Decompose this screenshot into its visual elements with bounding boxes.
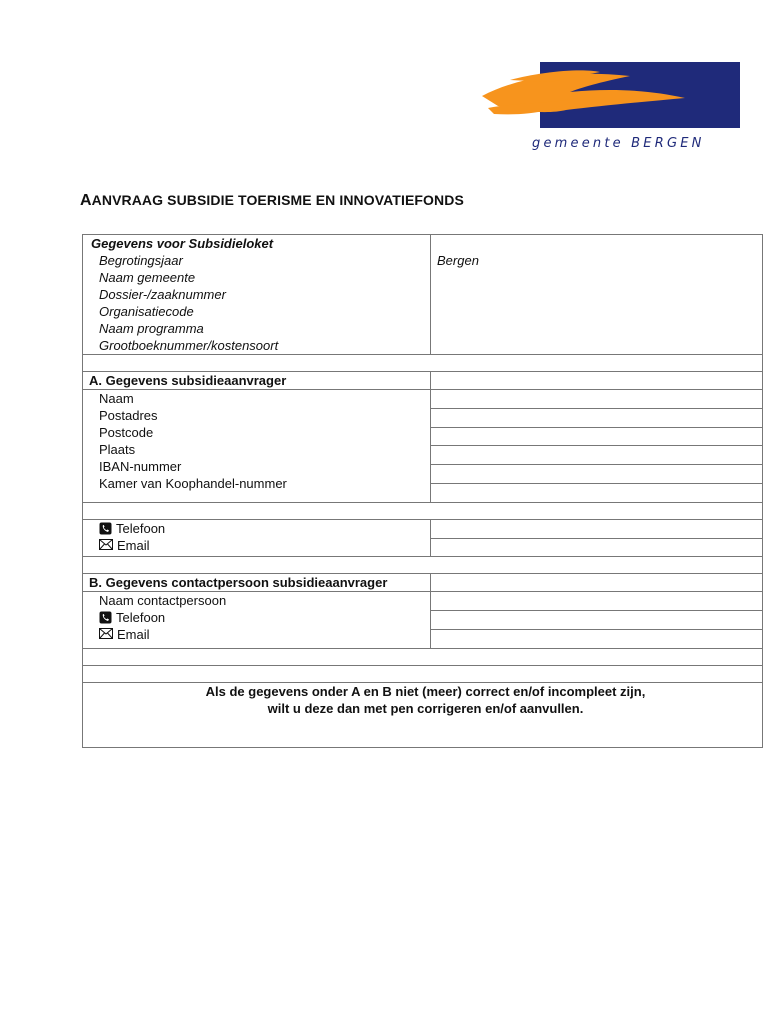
instruction-note-row	[83, 682, 763, 747]
gemeente-bergen-logo	[480, 58, 742, 158]
label-naam-contactpersoon: Naam contactpersoon	[99, 593, 227, 609]
spacer-row	[83, 648, 763, 665]
field-telefoon-a[interactable]	[431, 520, 762, 539]
field-telefoon-b[interactable]	[431, 611, 762, 630]
subsidieloket-values-cell[interactable]	[431, 235, 763, 355]
label-email-a: Email	[89, 537, 430, 554]
envelope-icon	[99, 628, 113, 639]
label-kvk-nummer: Kamer van Koophandel-nummer	[99, 476, 287, 491]
section-b-heading-value	[431, 574, 763, 592]
instruction-note	[83, 682, 763, 747]
naam-gemeente-value: Bergen	[437, 253, 479, 268]
section-a-labels-cell	[83, 390, 431, 503]
application-form-table	[82, 234, 763, 748]
label-postcode: Postcode	[99, 425, 154, 440]
field-kvk-nummer[interactable]	[431, 484, 762, 502]
subsidieloket-section	[83, 235, 763, 355]
label-email-b: Email	[89, 626, 430, 643]
section-b-header-row	[83, 574, 763, 592]
envelope-icon	[99, 539, 113, 550]
section-b-fields-row	[83, 592, 763, 648]
phone-icon	[99, 611, 112, 624]
label-telefoon-a: Telefoon	[89, 520, 430, 537]
label-organisatiecode: Organisatiecode	[99, 304, 194, 319]
label-begrotingsjaar: Begrotingsjaar	[99, 253, 183, 268]
section-a-contact-values[interactable]	[431, 519, 763, 557]
spacer-row	[83, 355, 763, 372]
section-b-heading: B. Gegevens contactpersoon subsidieaanvrager	[83, 574, 431, 592]
field-plaats[interactable]	[431, 446, 762, 465]
section-a-contact-labels	[83, 519, 431, 557]
subsidieloket-heading: Gegevens voor Subsidieloket	[91, 236, 274, 251]
label-dossiernummer: Dossier-/zaaknummer	[99, 287, 226, 302]
section-b-labels-cell	[83, 592, 431, 648]
label-naam: Naam	[99, 391, 134, 406]
logo-graphic	[480, 58, 742, 138]
label-plaats: Plaats	[99, 442, 136, 457]
label-telefoon-b: Telefoon	[89, 609, 430, 626]
instruction-note-line-1: Als de gegevens onder A en B niet (meer) correct en/of incompleet zijn,	[205, 683, 646, 699]
field-postcode[interactable]	[431, 428, 762, 447]
section-a-contact-row	[83, 519, 763, 557]
field-naam[interactable]	[431, 390, 762, 409]
field-email-b[interactable]	[431, 630, 762, 648]
section-a-fields-row	[83, 390, 763, 503]
section-a-header-row	[83, 372, 763, 390]
spacer-row	[83, 502, 763, 519]
subsidieloket-labels-cell	[83, 235, 431, 355]
logo-text: gemeente BERGEN	[532, 136, 705, 151]
page-title: AANVRAAG SUBSIDIE TOERISME EN INNOVATIEFONDS	[80, 192, 464, 209]
spacer-row	[83, 665, 763, 682]
field-postadres[interactable]	[431, 409, 762, 428]
spacer-row	[83, 557, 763, 574]
section-a-values-cell[interactable]	[431, 390, 763, 503]
label-naam-gemeente: Naam gemeente	[99, 270, 196, 285]
phone-icon	[99, 522, 112, 535]
field-email-a[interactable]	[431, 539, 762, 557]
label-naam-programma: Naam programma	[99, 321, 204, 336]
instruction-note-line-2: wilt u deze dan met pen corrigeren en/of aanvullen.	[267, 700, 584, 716]
label-grootboeknummer: Grootboeknummer/kostensoort	[99, 338, 279, 353]
field-naam-contactpersoon[interactable]	[431, 592, 762, 611]
section-a-heading: A. Gegevens subsidieaanvrager	[83, 372, 431, 390]
section-a-heading-value	[431, 372, 763, 390]
label-iban: IBAN-nummer	[99, 459, 182, 474]
label-postadres: Postadres	[99, 408, 158, 423]
field-iban[interactable]	[431, 465, 762, 484]
section-b-values-cell[interactable]	[431, 592, 763, 648]
